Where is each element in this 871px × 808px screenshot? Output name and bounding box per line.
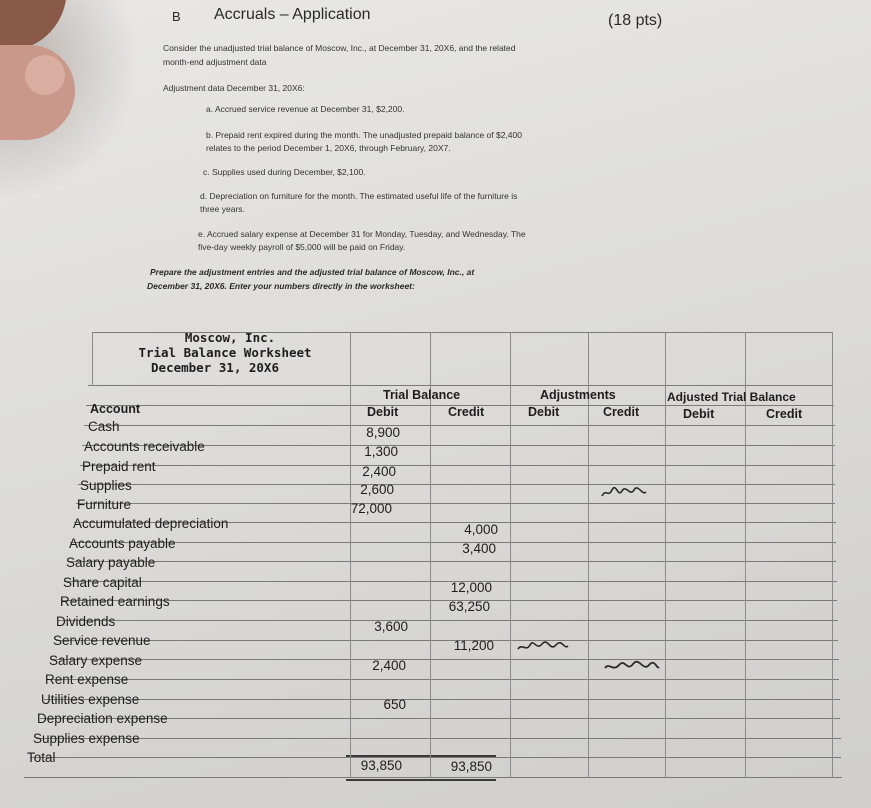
account-accumulated-depreciation: Accumulated depreciation (73, 516, 229, 531)
account-salary-expense: Salary expense (49, 653, 143, 668)
adjustment-a: a. Accrued service revenue at December 31, $2,200. (206, 104, 405, 114)
tb-credit-accounts-payable[interactable]: 3,400 (462, 541, 496, 556)
adjustment-e-line-2: five-day weekly payroll of $5,000 will be paid on Friday. (198, 242, 406, 252)
tb-credit-share-capital[interactable]: 12,000 (450, 580, 492, 595)
instruction-line-2: December 31, 20X6. Enter your numbers directly in the worksheet: (147, 281, 415, 291)
account-share-capital: Share capital (63, 575, 142, 590)
account-rent-expense: Rent expense (45, 672, 129, 687)
intro-line-1: Consider the unadjusted trial balance of Moscow, Inc., at December 31, 20X6, and the related (163, 43, 516, 53)
adjustment-b-line-1: b. Prepaid rent expired during the month. The unadjusted prepaid balance of $2,400 (206, 130, 522, 140)
header-tb-debit: Debit (367, 405, 399, 419)
worksheet-name: Trial Balance Worksheet (138, 345, 312, 360)
header-atb-credit: Credit (766, 407, 803, 421)
header-tb-credit: Credit (448, 405, 485, 419)
account-accounts-receivable: Accounts receivable (84, 439, 205, 454)
adjustment-d-line-2: three years. (200, 204, 245, 214)
adjustment-c: c. Supplies used during December, $2,100. (203, 167, 366, 177)
tb-debit-prepaid-rent[interactable]: 2,400 (362, 464, 396, 479)
worksheet-date: December 31, 20X6 (151, 360, 279, 375)
account-supplies-expense: Supplies expense (33, 731, 140, 746)
section-points: (18 pts) (608, 12, 663, 29)
header-account: Account (90, 402, 140, 416)
account-supplies: Supplies (80, 478, 132, 493)
adjustment-e-line-1: e. Accrued salary expense at December 31 for Monday, Tuesday, and Wednesday. The (198, 229, 526, 239)
account-prepaid-rent: Prepaid rent (82, 459, 156, 474)
tb-credit-total: 93,850 (450, 759, 492, 774)
header-adj-credit: Credit (603, 405, 640, 419)
intro-line-2: month-end adjustment data (163, 57, 267, 67)
adjustment-heading: Adjustment data December 31, 20X6: (163, 83, 305, 93)
account-service-revenue: Service revenue (53, 633, 151, 648)
account-utilities-expense: Utilities expense (41, 692, 140, 707)
tb-debit-dividends[interactable]: 3,600 (374, 619, 408, 634)
account-cash: Cash (88, 419, 120, 434)
account-depreciation-expense: Depreciation expense (37, 711, 168, 726)
tb-debit-supplies[interactable]: 2,600 (360, 482, 394, 497)
account-accounts-payable: Accounts payable (69, 536, 176, 551)
section-letter: B (172, 9, 181, 24)
handwritten-mark-salary-expense (603, 660, 661, 674)
handwritten-mark-service-revenue (516, 640, 570, 654)
tb-credit-retained-earnings[interactable]: 63,250 (448, 599, 490, 614)
account-total: Total (27, 750, 56, 765)
header-atb-debit: Debit (683, 407, 715, 421)
header-trial-balance: Trial Balance (383, 388, 461, 402)
tb-debit-accounts-receivable[interactable]: 1,300 (364, 444, 398, 459)
tb-debit-total: 93,850 (360, 758, 402, 773)
adjustment-d-line-1: d. Depreciation on furniture for the month. The estimated useful life of the furniture is (200, 191, 518, 201)
handwritten-mark-supplies (600, 486, 648, 500)
tb-debit-furniture[interactable]: 72,000 (350, 501, 392, 516)
tb-debit-salary-expense[interactable]: 2,400 (372, 658, 406, 673)
header-adj-debit: Debit (528, 405, 560, 419)
header-adjustments: Adjustments (540, 388, 616, 402)
section-title: Accruals – Application (214, 6, 371, 23)
tb-debit-cash[interactable]: 8,900 (366, 425, 400, 440)
worksheet-company: Moscow, Inc. (184, 330, 276, 345)
instruction-line-1: Prepare the adjustment entries and the adjusted trial balance of Moscow, Inc., at (150, 267, 475, 277)
tb-debit-utilities-expense[interactable]: 650 (383, 697, 406, 712)
account-dividends: Dividends (56, 614, 116, 629)
header-adjusted-trial-balance: Adjusted Trial Balance (667, 390, 796, 404)
account-retained-earnings: Retained earnings (60, 594, 170, 609)
adjustment-b-line-2: relates to the period December 1, 20X6, through February, 20X7. (206, 143, 451, 153)
account-furniture: Furniture (77, 497, 132, 512)
account-salary-payable: Salary payable (66, 555, 156, 570)
tb-credit-accumulated-depreciation[interactable]: 4,000 (464, 522, 498, 537)
tb-credit-service-revenue[interactable]: 11,200 (453, 638, 494, 653)
